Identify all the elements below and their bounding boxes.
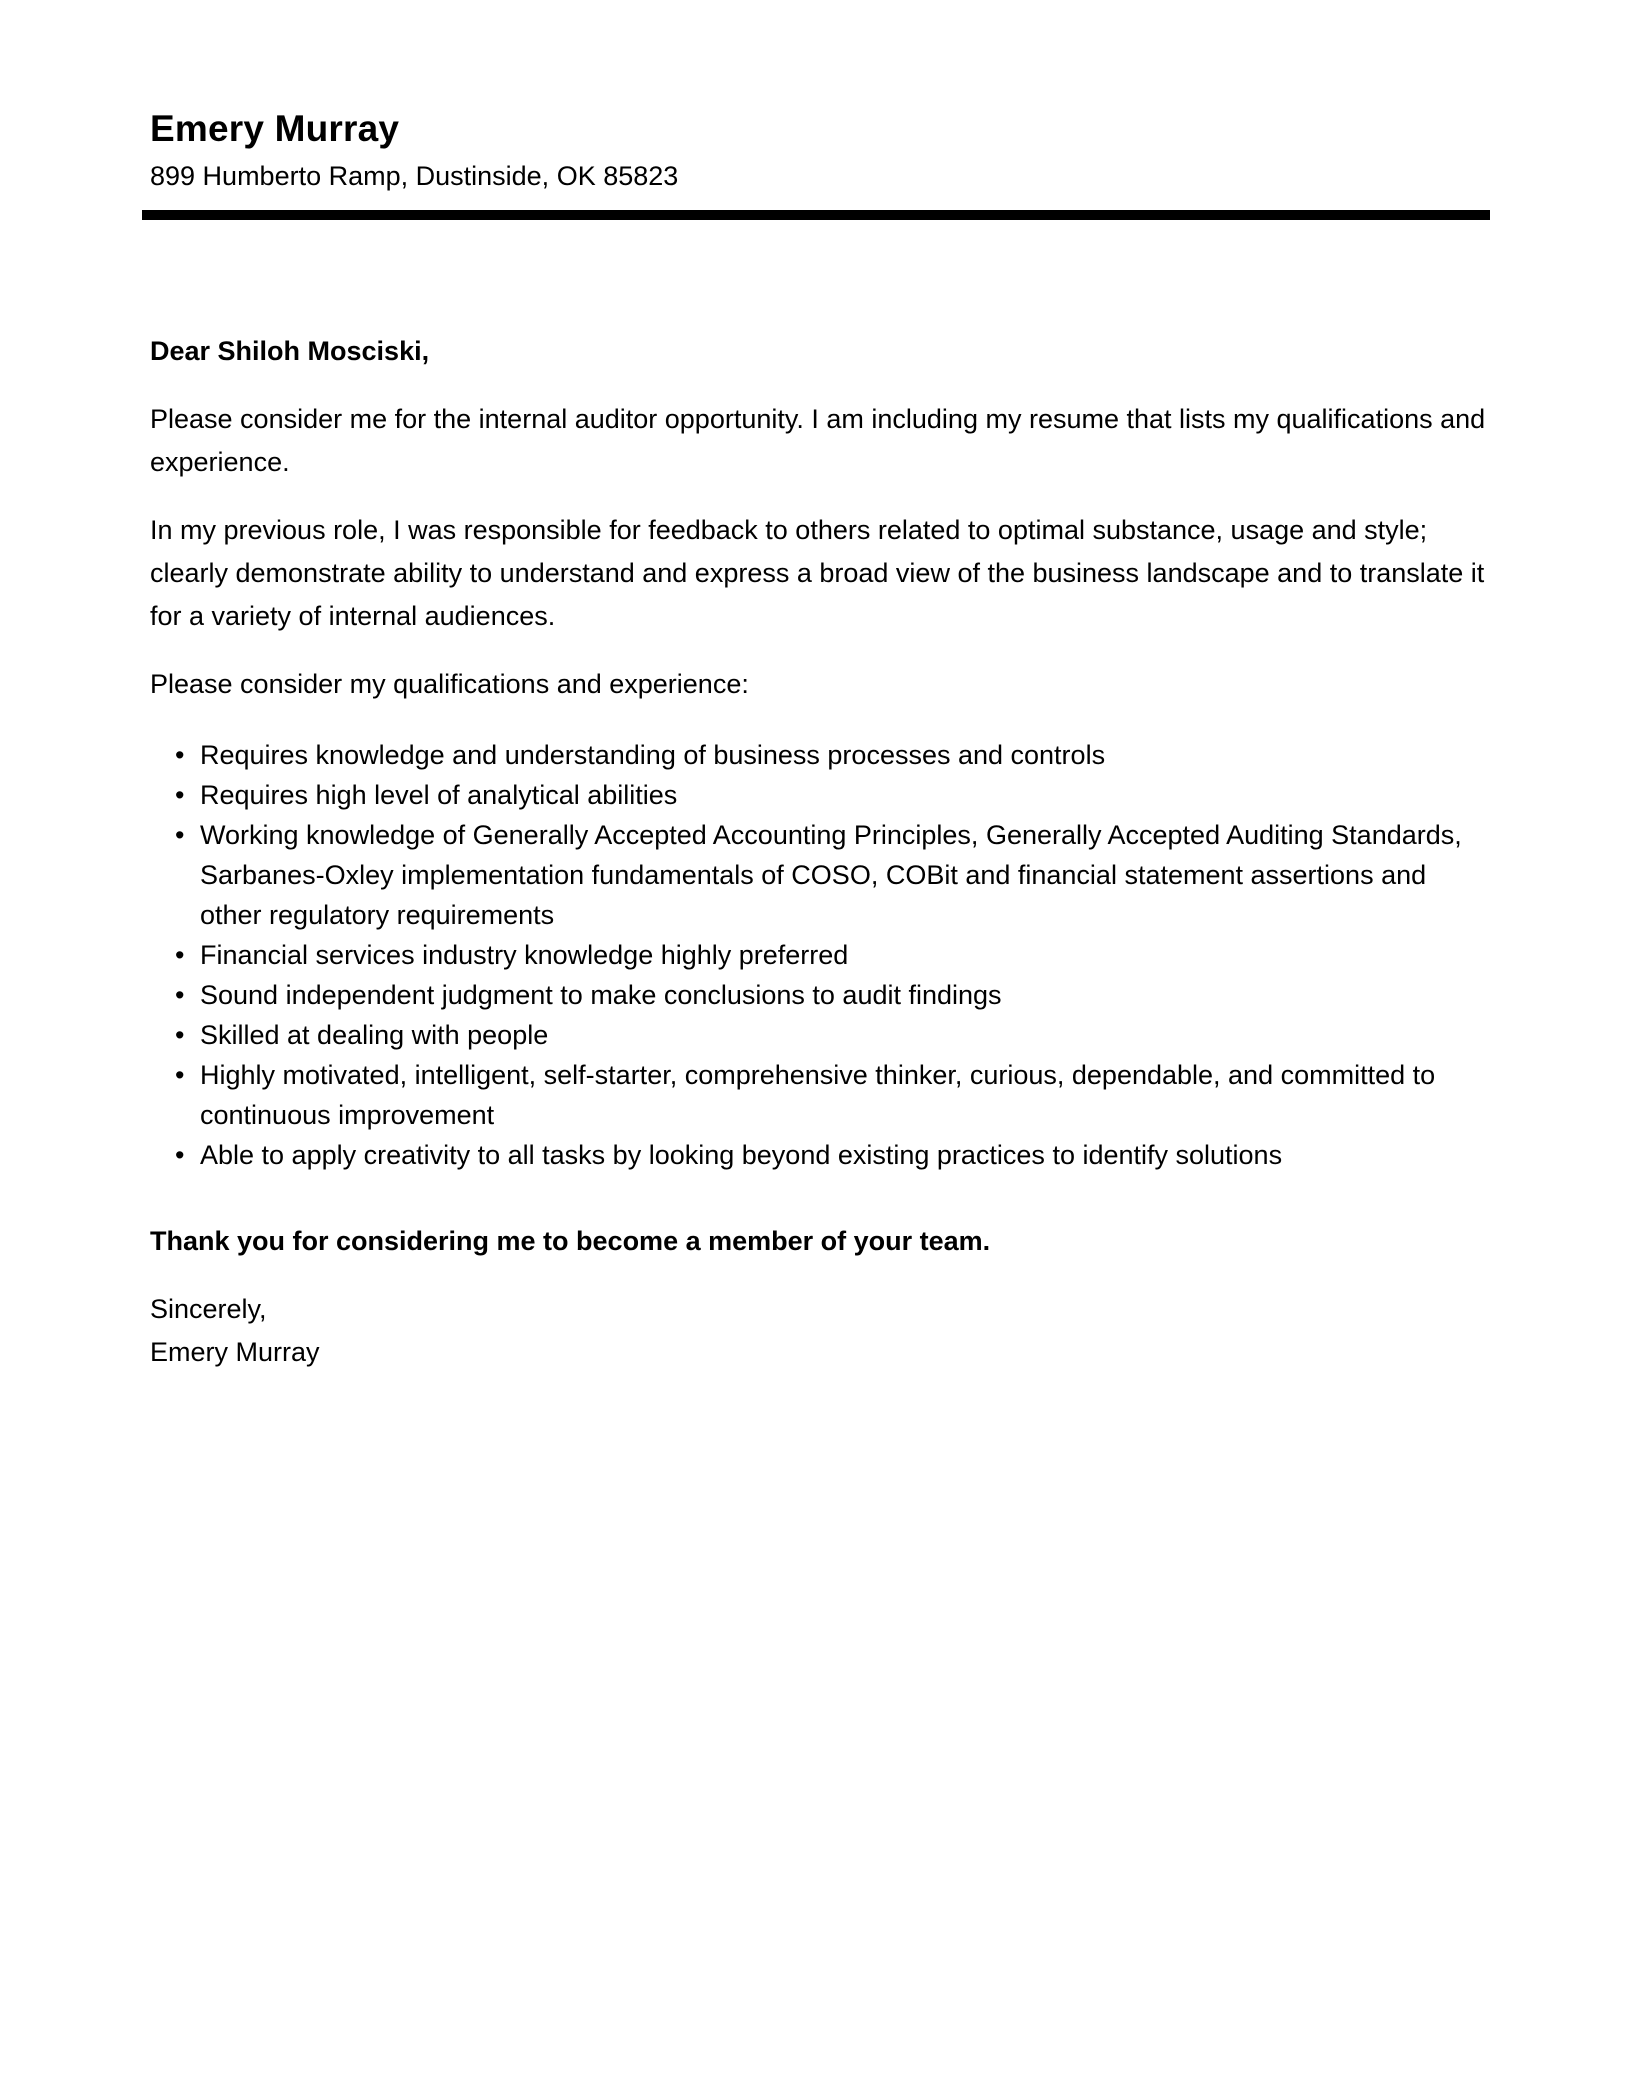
- qualification-item: • Financial services industry knowledge highly preferred: [150, 935, 1490, 975]
- salutation: Dear Shiloh Mosciski,: [150, 336, 430, 366]
- intro-paragraph: Please consider me for the internal auditor opportunity. I am including my resume that lists my qualifications and experience.: [150, 404, 1486, 477]
- qualification-item: • Requires knowledge and understanding of business processes and controls: [150, 735, 1490, 775]
- sender-name: Emery Murray: [150, 108, 400, 149]
- experience-paragraph: In my previous role, I was responsible for feedback to others related to optimal substance, usage and style; clearly demonstrate ability to understand and express a broad view of the business landscape and to translate it for a variety of internal audiences.: [150, 515, 1485, 631]
- letter-header: [150, 106, 1490, 220]
- qualification-item: • Working knowledge of Generally Accepted Accounting Principles, Generally Accepted Auditing Standards, Sarbanes-Oxley implementation fundamentals of COSO, COBit and financial statement assertions and other regulatory requirements: [150, 815, 1490, 935]
- qualification-item: • Highly motivated, intelligent, self-starter, comprehensive thinker, curious, dependable, and committed to continuous improvement: [150, 1055, 1490, 1135]
- signoff-block: [150, 1288, 1490, 1374]
- qualification-item: • Requires high level of analytical abilities: [150, 775, 1490, 815]
- closing-statement: Thank you for considering me to become a member of your team.: [150, 1226, 991, 1256]
- qualification-item: • Able to apply creativity to all tasks by looking beyond existing practices to identify solutions: [150, 1135, 1490, 1175]
- qualification-item: • Skilled at dealing with people: [150, 1015, 1490, 1055]
- qualifications-lead-in: Please consider my qualifications and experience:: [150, 669, 749, 699]
- signoff-word: Sincerely,: [150, 1294, 267, 1324]
- signature-name: Emery Murray: [150, 1337, 320, 1367]
- sender-address: 899 Humberto Ramp, Dustinside, OK 85823: [150, 161, 679, 191]
- qualifications-list: [150, 735, 1490, 1175]
- letter-body: [150, 330, 1490, 1374]
- qualification-item: • Sound independent judgment to make conclusions to audit findings: [150, 975, 1490, 1015]
- header-divider-rule: [142, 210, 1490, 220]
